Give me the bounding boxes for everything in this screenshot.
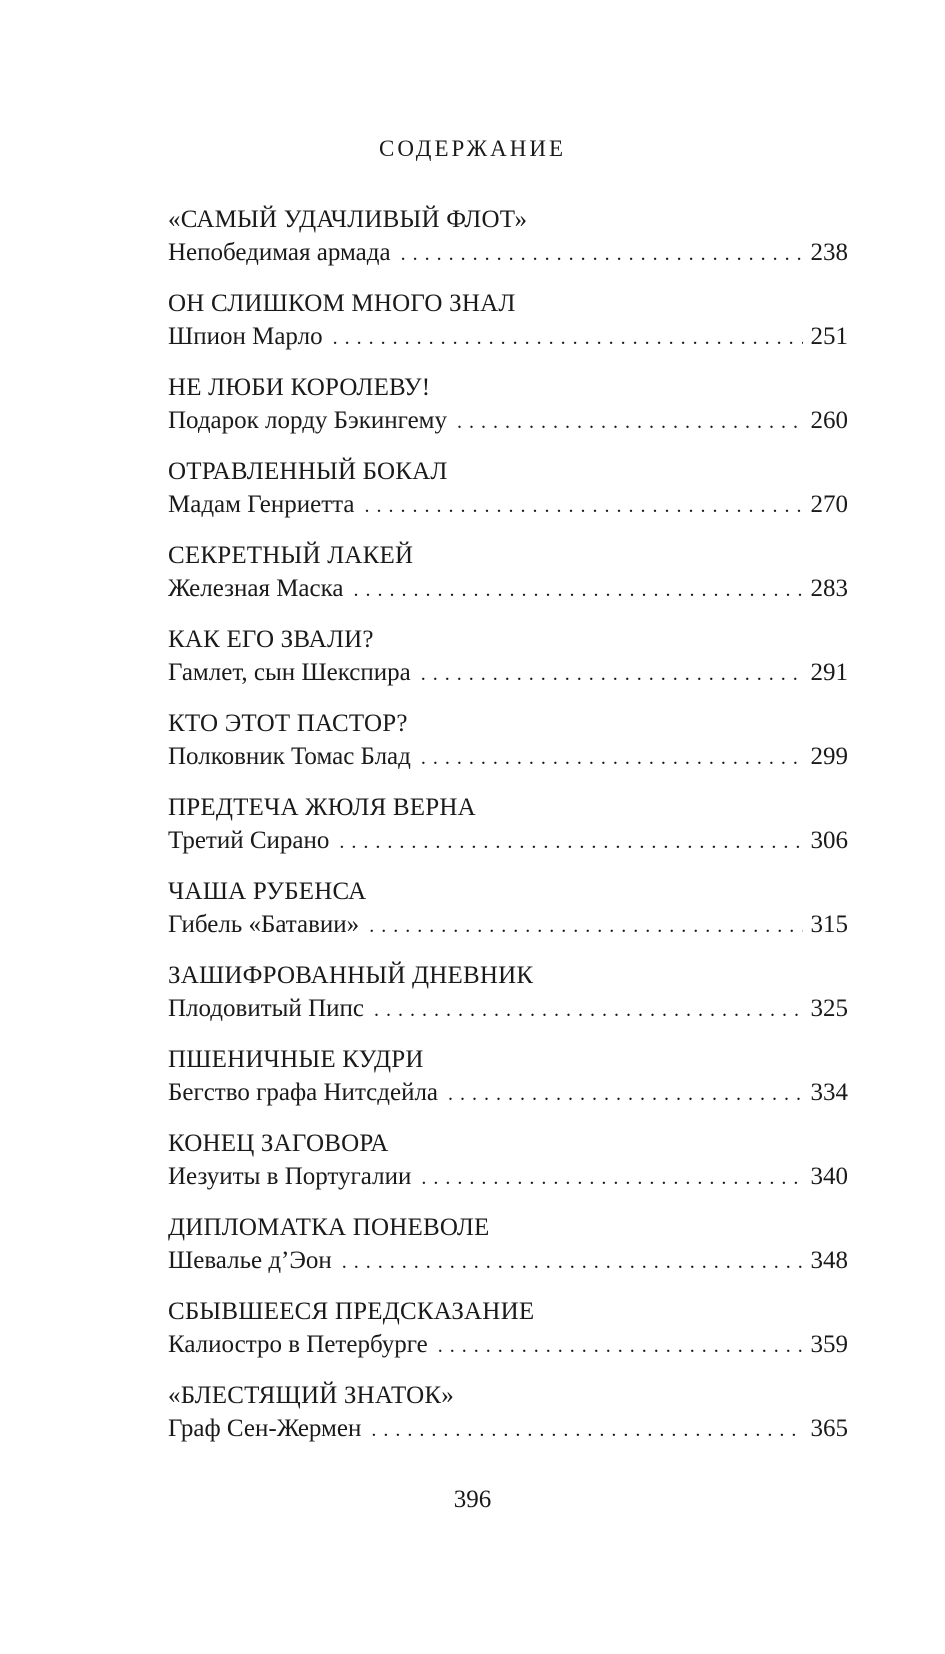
entry-subtitle: Иезуиты в Португалии — [168, 1163, 412, 1190]
entry-subtitle: Гамлет, сын Шекспира — [168, 659, 411, 686]
entry-line — [168, 1245, 848, 1278]
entry-line — [168, 1413, 848, 1446]
entry-heading: СБЫВШЕЕСЯ ПРЕДСКАЗАНИЕ — [168, 1298, 535, 1325]
dot-leader — [401, 238, 803, 270]
dot-leader — [438, 1330, 803, 1362]
entry-line — [168, 909, 848, 942]
entry-subtitle: Шпион Марло — [168, 323, 323, 350]
entry-heading: ЧАША РУБЕНСА — [168, 878, 367, 905]
entry-heading: СЕКРЕТНЫЙ ЛАКЕЙ — [168, 542, 414, 569]
toc-entry — [168, 372, 848, 456]
entry-line — [168, 825, 848, 858]
entry-page-number: 291 — [810, 659, 848, 686]
dot-leader — [448, 1078, 802, 1110]
toc-entry — [168, 204, 848, 288]
entry-page-number: 340 — [810, 1163, 848, 1190]
dot-leader — [421, 1162, 802, 1194]
entry-page-number: 260 — [810, 407, 848, 434]
dot-leader — [457, 406, 803, 438]
entry-heading: ПШЕНИЧНЫЕ КУДРИ — [168, 1046, 424, 1073]
toc-entry — [168, 1296, 848, 1380]
entry-subtitle: Третий Сирано — [168, 827, 330, 854]
entry-heading: ОТРАВЛЕННЫЙ БОКАЛ — [168, 458, 448, 485]
entry-page-number: 306 — [810, 827, 848, 854]
entry-subtitle: Полковник Томас Блад — [168, 743, 411, 770]
table-of-contents — [168, 204, 848, 1464]
entry-page-number: 359 — [810, 1331, 848, 1358]
dot-leader — [364, 490, 802, 522]
toc-entry — [168, 876, 848, 960]
entry-page-number: 238 — [810, 239, 848, 266]
entry-line — [168, 573, 848, 606]
entry-subtitle: Подарок лорду Бэкингему — [168, 407, 447, 434]
entry-subtitle: Граф Сен-Жермен — [168, 1415, 362, 1442]
entry-line — [168, 993, 848, 1026]
toc-entry — [168, 1128, 848, 1212]
entry-heading: ОН СЛИШКОМ МНОГО ЗНАЛ — [168, 290, 516, 317]
entry-subtitle: Плодовитый Пипс — [168, 995, 364, 1022]
entry-page-number: 365 — [810, 1415, 848, 1442]
entry-subtitle: Шевалье д’Эон — [168, 1247, 332, 1274]
entry-heading: ЗАШИФРОВАННЫЙ ДНЕВНИК — [168, 962, 534, 989]
entry-page-number: 334 — [810, 1079, 848, 1106]
dot-leader — [369, 910, 802, 942]
entry-page-number: 348 — [810, 1247, 848, 1274]
entry-line — [168, 489, 848, 522]
dot-leader — [371, 1414, 802, 1446]
entry-heading: КАК ЕГО ЗВАЛИ? — [168, 626, 374, 653]
entry-line — [168, 1077, 848, 1110]
entry-subtitle: Гибель «Батавии» — [168, 911, 360, 938]
toc-entry — [168, 1380, 848, 1464]
entry-heading: ДИПЛОМАТКА ПОНЕВОЛЕ — [168, 1214, 490, 1241]
page-title: СОДЕРЖАНИЕ — [378, 136, 566, 161]
toc-entry — [168, 960, 848, 1044]
toc-entry — [168, 540, 848, 624]
toc-entry — [168, 708, 848, 792]
entry-subtitle: Мадам Генриетта — [168, 491, 355, 518]
dot-leader — [374, 994, 803, 1026]
entry-page-number: 299 — [810, 743, 848, 770]
entry-page-number: 325 — [810, 995, 848, 1022]
entry-line — [168, 741, 848, 774]
dot-leader — [342, 1246, 803, 1278]
toc-entry — [168, 1044, 848, 1128]
dot-leader — [421, 742, 803, 774]
entry-subtitle: Калиостро в Петербурге — [168, 1331, 428, 1358]
page-number: 396 — [453, 1486, 492, 1513]
entry-page-number: 270 — [810, 491, 848, 518]
dot-leader — [333, 322, 803, 354]
toc-entry — [168, 288, 848, 372]
dot-leader — [421, 658, 803, 690]
entry-heading: ПРЕДТЕЧА ЖЮЛЯ ВЕРНА — [168, 794, 476, 821]
entry-line — [168, 1161, 848, 1194]
entry-subtitle: Железная Маска — [168, 575, 344, 602]
entry-heading: «САМЫЙ УДАЧЛИВЫЙ ФЛОТ» — [168, 206, 528, 233]
entry-line — [168, 237, 848, 270]
entry-page-number: 251 — [810, 323, 848, 350]
toc-entry — [168, 1212, 848, 1296]
dot-leader — [339, 826, 802, 858]
entry-subtitle: Бегство графа Нитсдейла — [168, 1079, 439, 1106]
entry-line — [168, 405, 848, 438]
entry-page-number: 283 — [810, 575, 848, 602]
toc-entry — [168, 456, 848, 540]
entry-heading: «БЛЕСТЯЩИЙ ЗНАТОК» — [168, 1382, 454, 1409]
entry-line — [168, 321, 848, 354]
entry-heading: КТО ЭТОТ ПАСТОР? — [168, 710, 408, 737]
entry-page-number: 315 — [810, 911, 848, 938]
toc-entry — [168, 624, 848, 708]
entry-line — [168, 1329, 848, 1362]
entry-heading: КОНЕЦ ЗАГОВОРА — [168, 1130, 389, 1157]
dot-leader — [354, 574, 803, 606]
entry-subtitle: Непобедимая армада — [168, 239, 391, 266]
entry-line — [168, 657, 848, 690]
toc-entry — [168, 792, 848, 876]
entry-heading: НЕ ЛЮБИ КОРОЛЕВУ! — [168, 374, 431, 401]
